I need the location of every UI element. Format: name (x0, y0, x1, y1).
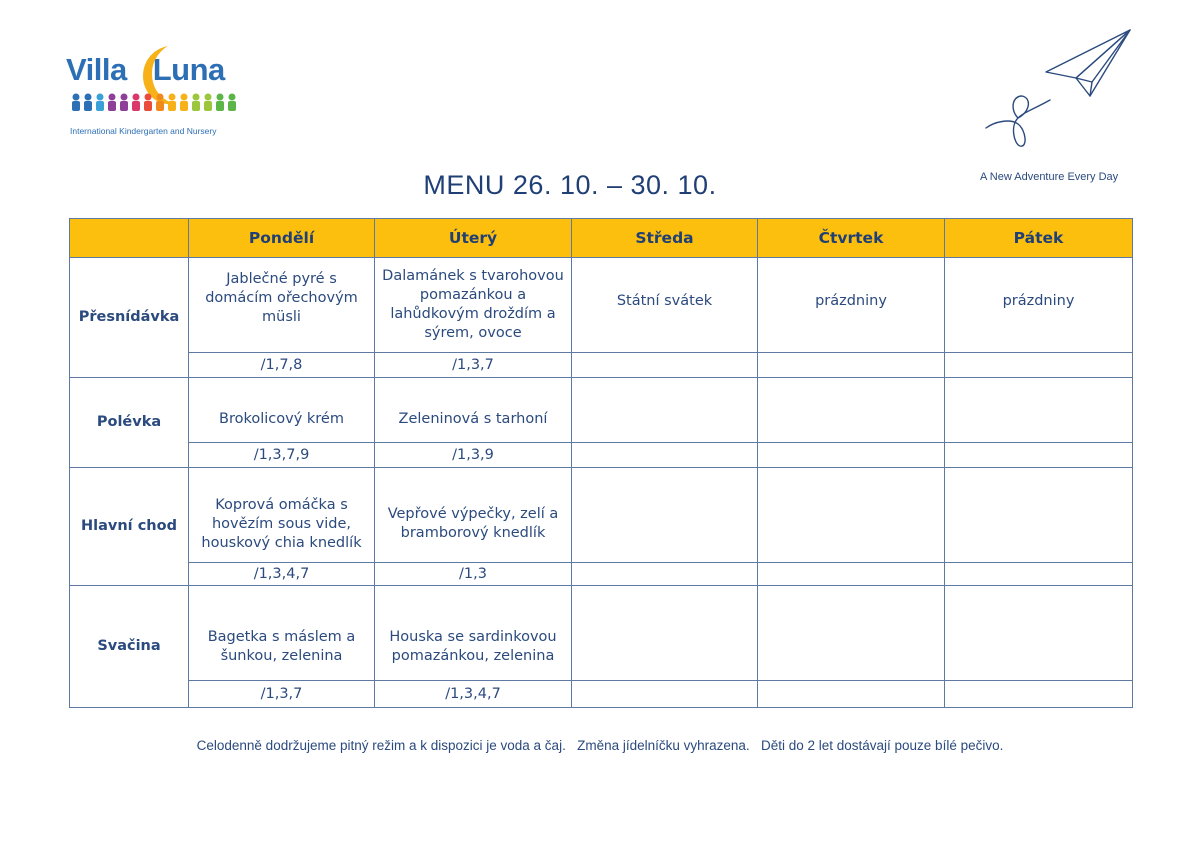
allergen-cell (945, 443, 1133, 468)
allergen-cell (572, 443, 758, 468)
table-row-dish (70, 468, 1133, 563)
dish-cell (758, 468, 945, 563)
dish-cell: Houska se sardinkovou pomazánkou, zelenina (375, 586, 572, 681)
allergen-cell (572, 353, 758, 378)
table-row-allergens (70, 681, 1133, 708)
brand-tagline: A New Adventure Every Day (980, 171, 1119, 183)
allergen-cell: /1,7,8 (189, 353, 375, 378)
dish-cell: Státní svátek (572, 258, 758, 353)
dish-cell (945, 468, 1133, 563)
table-row-dish (70, 258, 1133, 353)
header-corner (70, 219, 189, 258)
header-day-thursday: Čtvrtek (758, 219, 945, 258)
allergen-cell: /1,3,9 (375, 443, 572, 468)
allergen-cell (758, 563, 945, 586)
menu-table (69, 218, 1133, 708)
table-row-dish (70, 586, 1133, 681)
table-row-dish (70, 378, 1133, 443)
dish-cell (945, 378, 1133, 443)
footer-note-menu-change: Změna jídelníčku vyhrazena. (577, 738, 750, 753)
allergen-cell: /1,3 (375, 563, 572, 586)
dish-cell: prázdniny (758, 258, 945, 353)
dish-cell: Koprová omáčka s hovězím sous vide, houskový chia knedlík (189, 468, 375, 563)
dish-cell (572, 468, 758, 563)
dish-cell (572, 378, 758, 443)
dish-cell (945, 586, 1133, 681)
table-row-allergens (70, 353, 1133, 378)
header-day-wednesday: Středa (572, 219, 758, 258)
meal-name: Hlavní chod (70, 468, 189, 586)
allergen-cell (945, 681, 1133, 708)
header-day-friday: Pátek (945, 219, 1133, 258)
dish-cell: Dalamánek s tvarohovou pomazánkou a lahůdkovým droždím a sýrem, ovoce (375, 258, 572, 353)
allergen-cell: /1,3,7,9 (189, 443, 375, 468)
dish-cell: Bagetka s máslem a šunkou, zelenina (189, 586, 375, 681)
allergen-cell (572, 563, 758, 586)
footer-notes (0, 738, 1200, 753)
dish-cell: Jablečné pyré s domácím ořechovým müsli (189, 258, 375, 353)
meal-name: Polévka (70, 378, 189, 468)
footer-note-drinking: Celodenně dodržujeme pitný režim a k dispozici je voda a čaj. (196, 738, 566, 753)
logo-tagline: International Kindergarten and Nursery (70, 126, 217, 136)
dish-cell (758, 586, 945, 681)
dish-cell: prázdniny (945, 258, 1133, 353)
allergen-cell: /1,3,7 (375, 353, 572, 378)
logo-name-villa: Villa (66, 52, 127, 87)
dish-cell (758, 378, 945, 443)
allergen-cell: /1,3,7 (189, 681, 375, 708)
meal-name: Přesnídávka (70, 258, 189, 378)
allergen-cell: /1,3,4,7 (375, 681, 572, 708)
page-title: MENU 26. 10. – 30. 10. (423, 170, 717, 200)
header-day-tuesday: Úterý (375, 219, 572, 258)
allergen-cell: /1,3,4,7 (189, 563, 375, 586)
paper-plane-icon (980, 26, 1140, 166)
table-row-allergens (70, 563, 1133, 586)
children-figures-icon (70, 92, 240, 120)
dish-cell: Brokolicový krém (189, 378, 375, 443)
logo-name-luna: Luna (152, 52, 225, 87)
allergen-cell (945, 353, 1133, 378)
allergen-cell (572, 681, 758, 708)
table-row-allergens (70, 443, 1133, 468)
header-day-monday: Pondělí (189, 219, 375, 258)
dish-cell (572, 586, 758, 681)
allergen-cell (758, 353, 945, 378)
dish-cell: Zeleninová s tarhoní (375, 378, 572, 443)
table-header-row (70, 219, 1133, 258)
allergen-cell (945, 563, 1133, 586)
dish-cell: Vepřové výpečky, zelí a bramborový knedlík (375, 468, 572, 563)
villa-luna-logo (66, 44, 246, 140)
allergen-cell (758, 443, 945, 468)
footer-note-bread: Děti do 2 let dostávají pouze bílé pečivo. (760, 738, 1004, 753)
meal-name: Svačina (70, 586, 189, 708)
allergen-cell (758, 681, 945, 708)
